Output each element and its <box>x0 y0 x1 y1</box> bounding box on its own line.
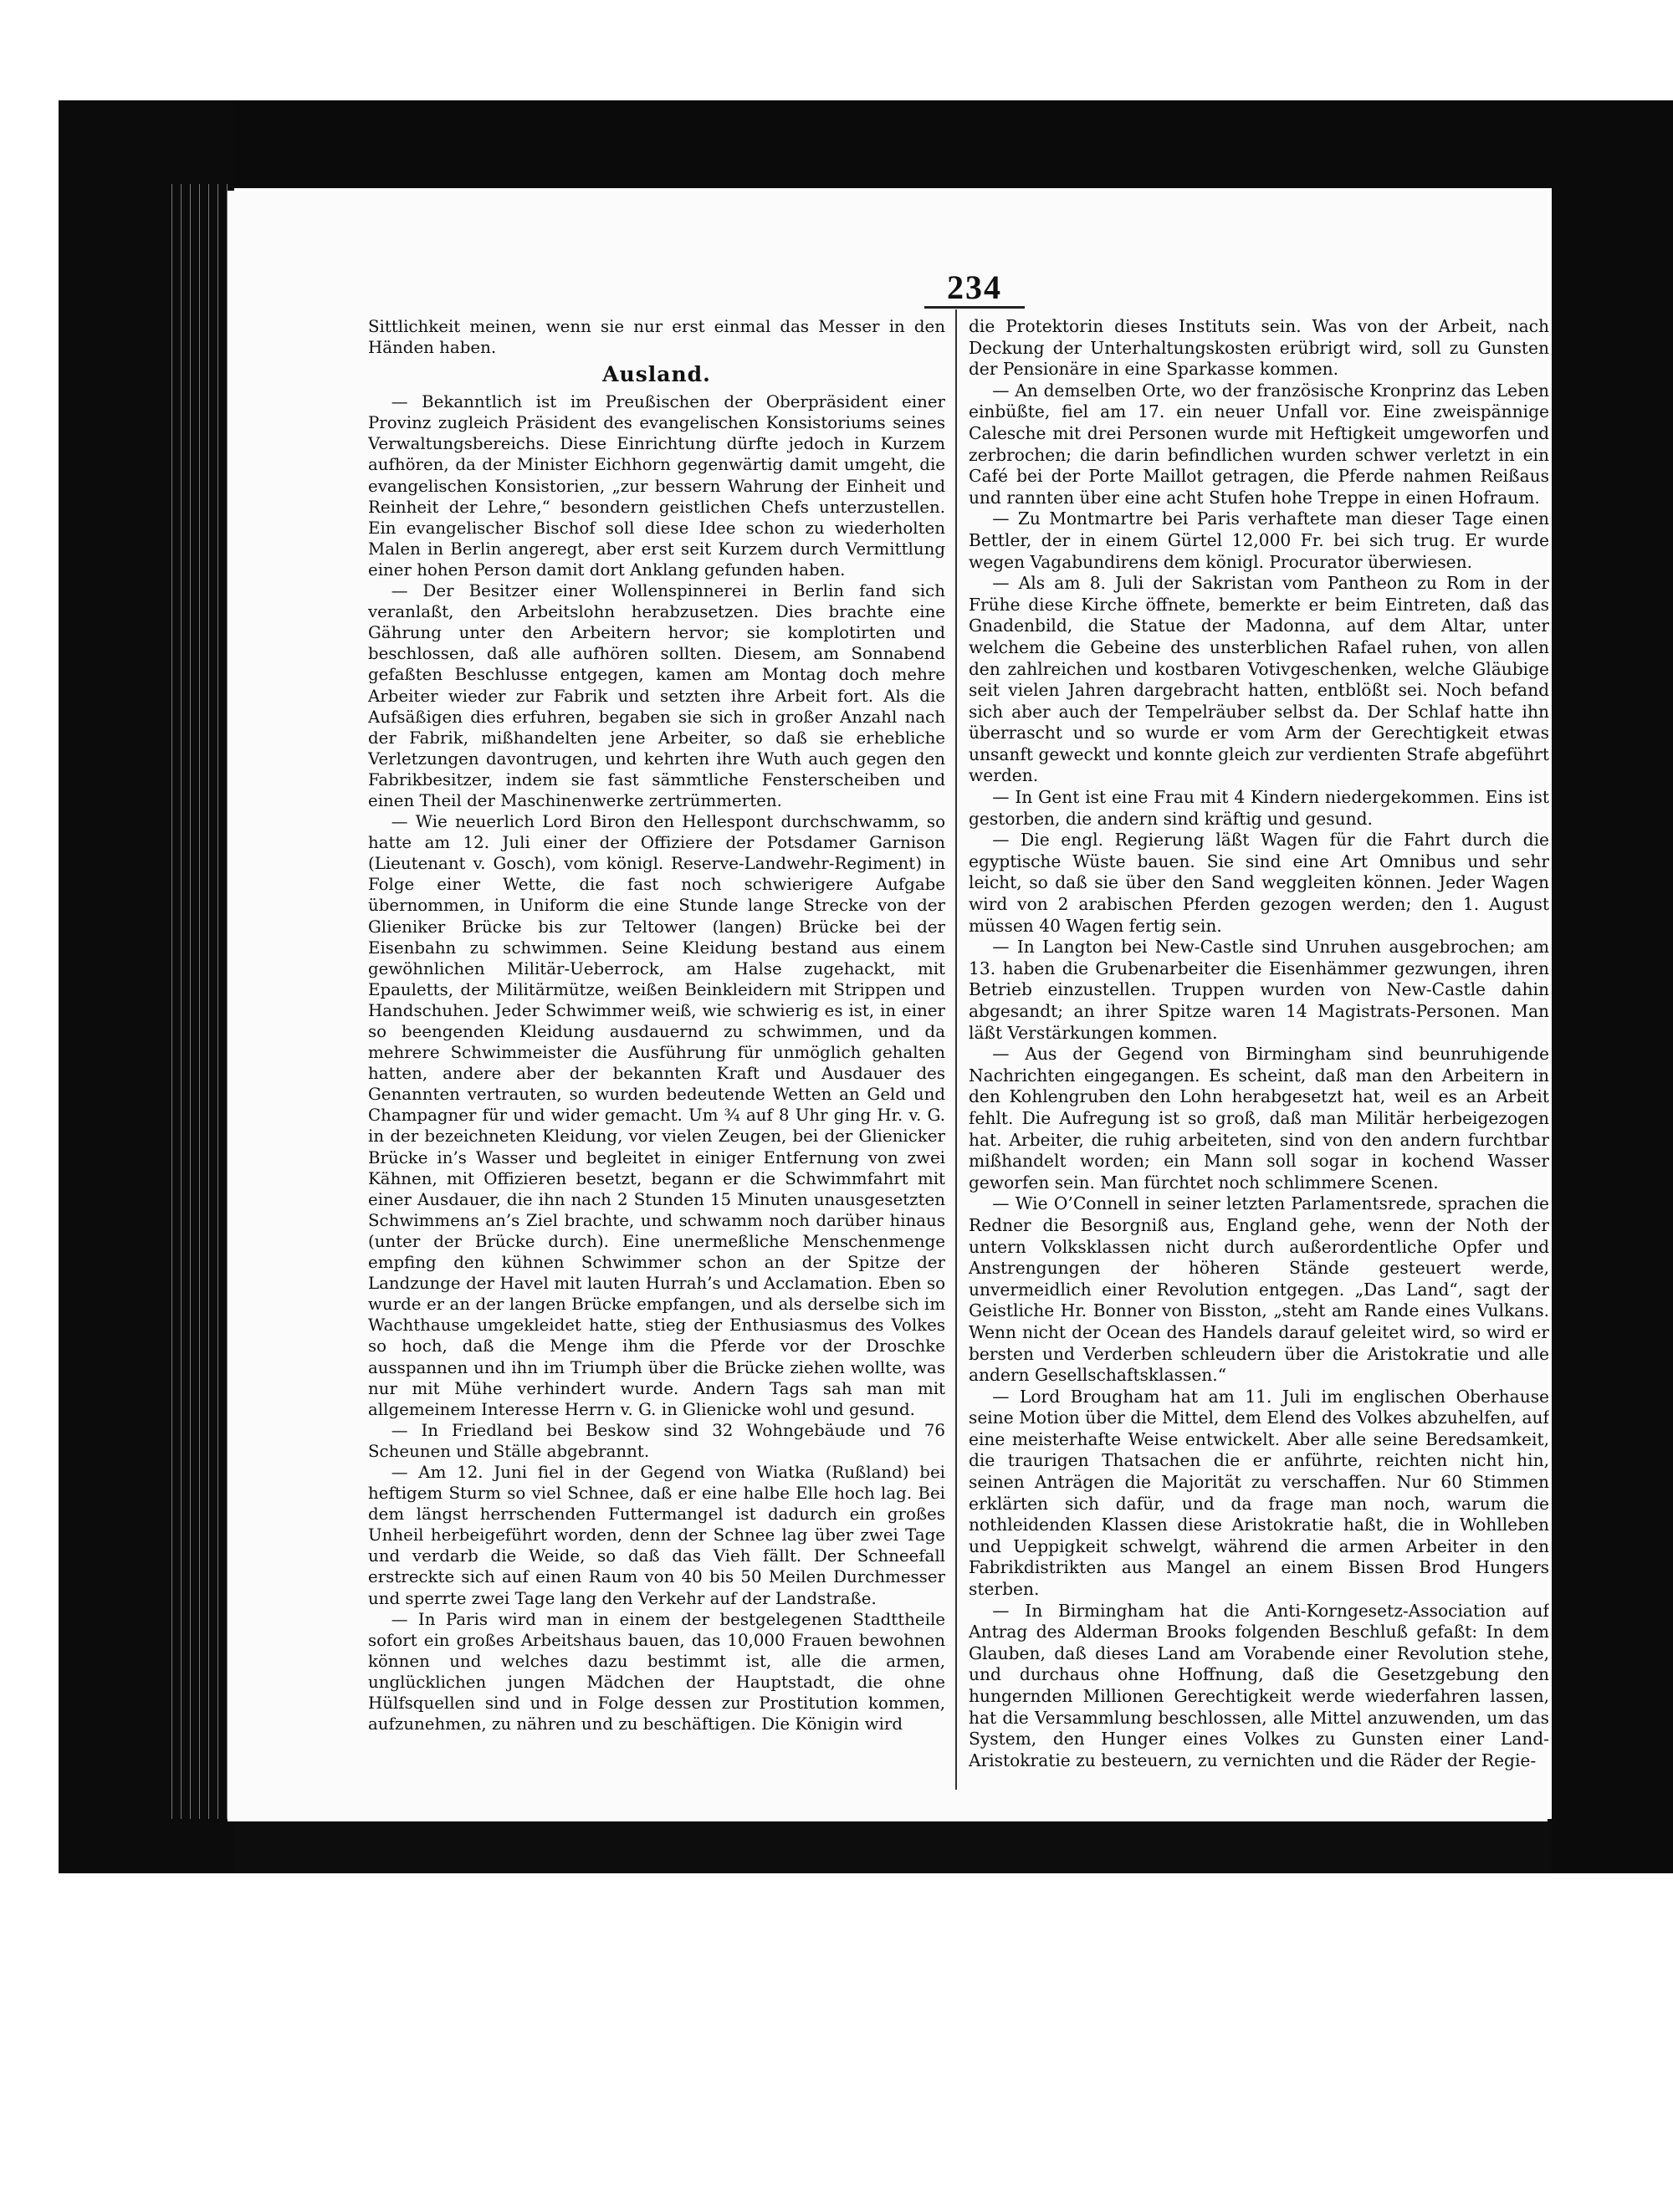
article-paragraph: — An demselben Orte, wo der französische Kronprinz das Leben einbüßte, fiel am 17. ein neuer Unfall vor. Eine zweispännige Caleschе mit drei Personen wurde mit Heftigkeit umgeworfen und zerbrochen; die darin befindlichen wurden schwer verletzt in ein Café bei der Porte Maillot getragen, die Pferde nahmen Reißaus und rannten über eine acht Stufen hohe Treppe in einen Hofraum. <box>969 380 1549 508</box>
right-column <box>969 316 1549 1788</box>
article-paragraph: — In Gent ist eine Frau mit 4 Kindern niedergekommen. Eins ist gestorben, die andern sind kräftig und gesund. <box>969 787 1549 829</box>
article-paragraph: — Wie neuerlich Lord Biron den Hellespont durchschwamm, so hatte am 12. Juli einer der Offiziere der Potsdamer Garnison (Lieutenant v. Gosch), vom königl. Reserve-Landwehr-Regiment) in Folge einer Wette, die fast noch schwierigere Aufgabe übernommen, in Uniform die eine Stunde lange Strecke von der Glieniker Brücke bis zur Teltower (langen) Brücke bei der Eisenbahn zu schwimmen. Seine Kleidung bestand aus einem gewöhnlichen Militär-Ueberrock, am Halse zugehackt, mit Epauletts, der Militärmütze, weißen Beinkleidern mit Strippen und Handschuhen. Jeder Schwimmer weiß, wie schwierig es ist, in einer so beengenden Kleidung ausdauernd zu schwimmen, und da mehrere Schwimmeister die Ausführung für unmöglich gehalten hatten, andere aber der bekannten Kraft und Ausdauer des Genannten vertrauten, so wurden bedeutende Wetten an Geld und Champagner für und wider gemacht. Um ¾ auf 8 Uhr ging Hr. v. G. in der bezeichneten Kleidung, vor vielen Zeugen, bei der Glienicker Brücke in’s Wasser und begleitet in einiger Entfernung von zwei Kähnen, mit Offizieren besetzt, begann er die Schwimmfahrt mit einer Ausdauer, die ihn nach 2 Stunden 15 Minuten unausgesetzten Schwimmens an’s Ziel brachte, und schwamm noch darüber hinaus (unter der Brücke durch). Eine unermeßliche Menschenmenge empfing den kühnen Schwimmer schon an der Spitze der Landzunge der Havel mit lauten Hurrah’s und Acclamation. Eben so wurde er an der langen Brücke empfangen, und als derselbe sich im Wachthause umgekleidet hatte, stieg der Enthusiasmus des Volkes so hoch, daß die Menge ihm die Pferde vor der Droschke ausspannen und ihn im Triumph über die Brücke ziehen wollte, was nur mit Mühe verhindert wurde. Andern Tags sah man mit allgemeinem Interesse Herrn v. G. in Glienicke wohl und gesund. <box>368 812 945 1419</box>
right-column-intro: die Protektorin dieses Instituts sein. Was von der Arbeit, nach Deckung der Unterhaltungskosten erübrigt wird, soll zu Gunsten der Pensionäre in eine Sparkasse kommen. <box>969 316 1549 380</box>
scan-border-right <box>1552 100 1673 1873</box>
article-paragraph: — In Birmingham hat die Anti-Korngesetz-Association auf Antrag des Alderman Brooks folgenden Beschluß gefaßt: In dem Glauben, daß dieses Land am Vorabende einer Revolution stehe, und durchaus ohne Hoffnung, daß die Gesetzgebung den hungernden Millionen Gerechtigkeit werde wiederfahren lassen, hat die Versammlung beschlossen, alle Mittel anzuwenden, um das System, den Hunger eines Volkes zu Gunsten einer Land-Aristokratie zu besteuern, zu vernichten und die Räder der Regie- <box>969 1600 1549 1770</box>
article-paragraph: — Der Besitzer einer Wollenspinnerei in Berlin fand sich veranlaßt, den Arbeitslohn herabzusetzen. Dies brachte eine Gährung unter den Arbeitern hervor; sie komplotirten und beschlossen, daß alle aufhören sollten. Diesem, am Sonnabend gefaßten Beschlusse entgegen, kamen am Montag doch mehre Arbeiter wieder zur Fabrik und setzten ihre Arbeit fort. Als die Aufsäßigen dies erfuhren, begaben sie sich in großer Anzahl nach der Fabrik, mißhandelten jene Arbeiter, so daß sie erhebliche Verletzungen davontrugen, und kehrten ihre Wuth auch gegen den Fabrikbesitzer, indem sie fast sämmtliche Fensterscheiben und einen Theil der Maschinenwerke zertrümmerten. <box>368 581 945 810</box>
article-paragraph: — Zu Montmartre bei Paris verhaftete man dieser Tage einen Bettler, der in einem Gürtel 12,000 Fr. bei sich trug. Er wurde wegen Vagabundirens dem königl. Procurator überwiesen. <box>969 508 1549 572</box>
article-paragraph: — Am 12. Juni fiel in der Gegend von Wiatka (Rußland) bei heftigem Sturm so viel Schnee, daß er eine halbe Elle hoch lag. Bei dem längst herrschenden Futtermangel ist dadurch ein großes Unheil herbeigeführt worden, denn der Schnee lag über zwei Tage und verdarb die Weide, so daß das Vieh fällt. Der Schneefall erstreckte sich auf einen Raum von 40 bis 50 Meilen Durchmesser und sperrte zwei Tage lang den Verkehr auf der Landstraße. <box>368 1462 945 1608</box>
left-column-intro: Sittlichkeit meinen, wenn sie nur erst einmal das Messer in den Händen haben. <box>368 317 945 358</box>
scan-border-bottom <box>59 1819 1673 1873</box>
book-page-edges <box>167 184 234 1819</box>
article-paragraph: — Als am 8. Juli der Sakristan vom Pantheon zu Rom in der Frühe diese Kirche öffnete, bemerkte er beim Eintreten, daß das Gnadenbild, die Statue der Madonna, auf dem Altar, unter welchem die Gebeine des unsterblichen Rafael ruhen, von allen den zahlreichen und kostbaren Votivgeschenken, welche Gläubige seit vielen Jahren dargebracht hatten, entblößt sei. Noch befand sich aber auch der Tempelräuber selbst da. Der Schlaf hatte ihn überrascht und so wurde er vom Arm der Gerechtigkeit etwas unsanft geweckt und konnte gleich zur verdienten Strafe abgeführt werden. <box>969 573 1549 786</box>
left-column <box>368 316 945 1788</box>
section-heading-ausland: Ausland. <box>602 362 711 387</box>
article-paragraph: — In Paris wird man in einem der bestgelegenen Stadttheile sofort ein großes Arbeitshaus bauen, das 10,000 Frauen bewohnen können und welches dazu bestimmt ist, alle die armen, unglücklichen jungen Mädchen der Hauptstadt, die ohne Hülfsquellen sind und in Folge dessen zur Prostitution kommen, aufzunehmen, zu nähren und zu beschäftigen. Die Königin wird <box>368 1609 945 1734</box>
column-divider <box>955 309 957 1790</box>
article-paragraph: — Lord Brougham hat am 11. Juli im englischen Oberhause seine Motion über die Mittel, dem Elend des Volkes abzuhelfen, auf eine meisterhafte Weise entwickelt. Aber alle seine Beredsamkeit, die traurigen Thatsachen die er anführte, reichten nicht hin, seinen Anträgen die Majorität zu verschaffen. Nur 60 Stimmen erklärten sich dafür, und da frage man noch, warum die nothleidenden Klassen diese Aristokratie haßt, die in Wohlleben und Ueppigkeit schwelgt, während die armen Arbeiter in den Fabrikdistrikten aus Mangel an einem Bissen Brod Hungers sterben. <box>969 1386 1549 1600</box>
article-paragraph: — Aus der Gegend von Birmingham sind beunruhigende Nachrichten eingegangen. Es scheint, daß man den Arbeitern in den Kohlengruben den Lohn herabgesetzt hat, weil es an Arbeit fehlt. Die Aufregung ist so groß, daß man Militär herbeigezogen hat. Arbeiter, die ruhig arbeiteten, sind von den andern furchtbar mißhandelt worden; ein Mann soll sogar in kochend Wasser geworfen sein. Man fürchtet noch schlimmere Scenen. <box>969 1044 1549 1193</box>
page-number-rule <box>924 306 1025 309</box>
article-paragraph: — In Langton bei New-Castle sind Unruhen ausgebrochen; am 13. haben die Grubenarbeiter die Eisenhämmer gezwungen, ihren Betrieb einzustellen. Truppen wurden von New-Castle dahin abgesandt; an ihrer Spitze waren 14 Magistrats-Personen. Man läßt Verstärkungen kommen. <box>969 937 1549 1043</box>
scan-border-top <box>59 100 1673 188</box>
article-paragraph: — Die engl. Regierung läßt Wagen für die Fahrt durch die egyptische Wüste bauen. Sie sind eine Art Omnibus und sehr leicht, so daß sie über den Sand weggleiten können. Jeder Wagen wird von 2 arabischen Pferden gezogen werden; den 1. August müssen 40 Wagen fertig sein. <box>969 830 1549 936</box>
page-number: 234 <box>947 268 1002 306</box>
article-paragraph: — Wie O’Connell in seiner letzten Parlamentsrede, sprachen die Redner die Besorgniß aus, England gehe, wenn der Noth der untern Volksklassen nicht durch außerordentliche Opfer und Anstrengungen der höheren Stände gesteuert werde, unvermeidlich einer Revolution entgegen. „Das Land“, sagt der Geistliche Hr. Bonner von Bisston, „steht am Rande eines Vulkans. Wenn nicht der Ocean des Handels darauf geleitet wird, so wird er bersten und Verderben schleudern über die Aristokratie und alle andern Gesellschaftsklassen.“ <box>969 1193 1549 1386</box>
article-paragraph: — In Friedland bei Beskow sind 32 Wohngebäude und 76 Scheunen und Ställe abgebrannt. <box>368 1420 945 1461</box>
article-paragraph: — Bekanntlich ist im Preußischen der Oberpräsident einer Provinz zugleich Präsident des evangelischen Konsistoriums seines Verwaltungsbereichs. Diese Einrichtung dürfte jedoch in Kurzem aufhören, da der Minister Eichhorn gegenwärtig damit umgeht, die evangelischen Konsistorien, „zur bessern Wahrung der Einheit und Reinheit der Lehre,“ besondern geistlichen Chefs unterzustellen. Ein evangelischer Bischof soll diese Idee schon zu wiederholten Malen in Berlin angeregt, aber erst seit Kurzem durch Vermittlung einer hohen Person damit dort Anklang gefunden haben. <box>368 392 945 580</box>
